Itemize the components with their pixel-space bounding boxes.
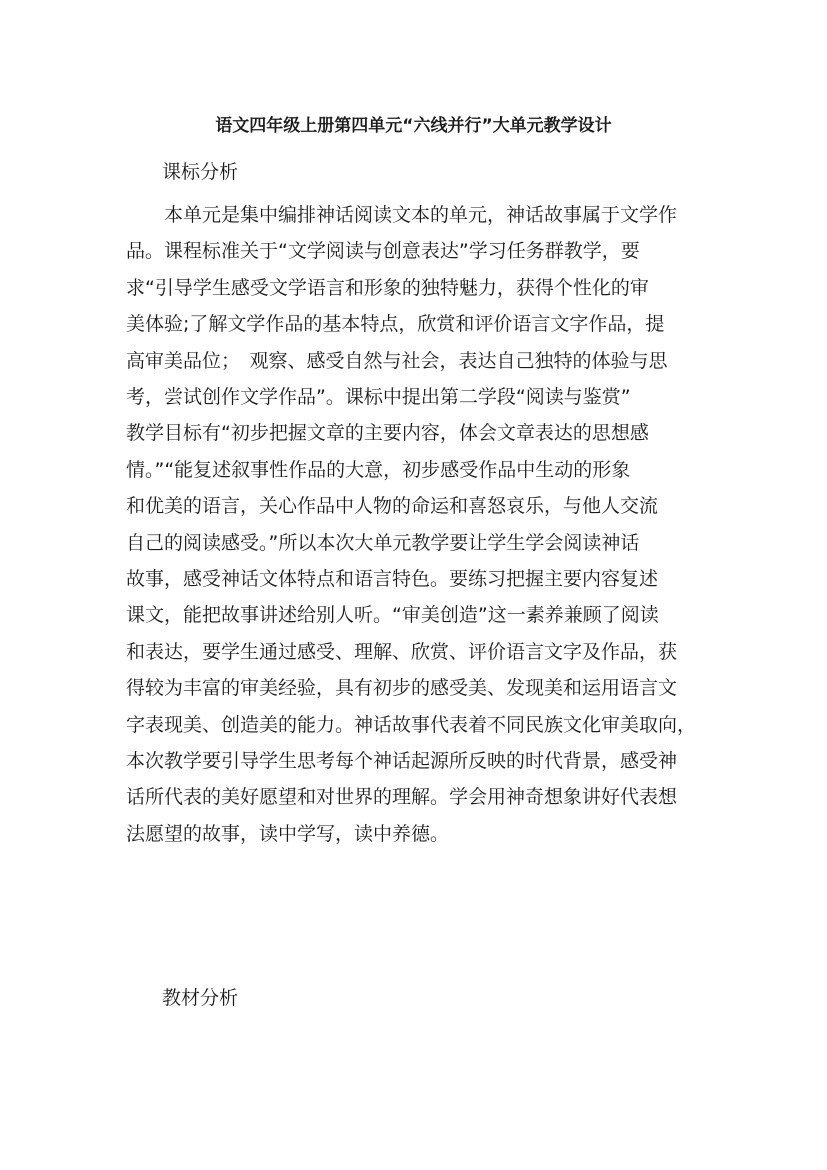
- paragraph-line: 求“引导学生感受文学语言和形象的独特魅力，获得个性化的审: [126, 276, 649, 299]
- paragraph-line: 话所代表的美好愿望和对世界的理解。学会用神奇想象讲好代表想: [126, 786, 678, 809]
- paragraph-line: 品。课程标准关于“文学阅读与创意表达”学习任务群教学，要: [126, 240, 640, 263]
- paragraph-line: 本次教学要引导学生思考每个神话起源所反映的时代背景，感受神: [126, 750, 678, 772]
- paragraph-line: 和表达，要学生通过感受、理解、欣赏、评价语言文字及作品，获: [126, 640, 678, 663]
- section-heading-curriculum: 课标分析: [162, 161, 239, 183]
- paragraph-line: 情。”“能复述叙事性作品的大意，初步感受作品中生动的形象: [126, 458, 631, 481]
- paragraph-line: 课文，能把故事讲述给别人听。“审美创造”这一素养兼顾了阅读: [126, 604, 659, 627]
- paragraph-line: 得较为丰富的审美经验，具有初步的感受美、发现美和运用语言文: [126, 677, 678, 700]
- paragraph-line: 字表现美、创造美的能力。神话故事代表着不同民族文化审美取向，: [126, 713, 697, 736]
- paragraph-line: 考，尝试创作文学作品”。课标中提出第二学段“阅读与鉴赏”: [126, 386, 631, 408]
- paragraph-line: 自己的阅读感受。”所以本次大单元教学要让学生学会阅读神话: [126, 531, 640, 554]
- section-heading-textbook: 教材分析: [162, 987, 239, 1009]
- document-title: 语文四年级上册第四单元“六线并行”大单元教学设计: [215, 116, 612, 136]
- paragraph-line: 高审美品位； 观察、感受自然与社会，表达自己独特的体验与思: [126, 349, 668, 372]
- paragraph-line: 教学目标有“初步把握文章的主要内容，体会文章表达的思想感: [126, 422, 649, 445]
- paragraph-line: 本单元是集中编排神话阅读文本的单元，神话故事属于文学作: [126, 204, 678, 226]
- paragraph-line: 法愿望的故事，读中学写，读中养德。: [126, 822, 450, 845]
- paragraph-line: 和优美的语言，关心作品中人物的命运和喜怒哀乐，与他人交流: [126, 495, 659, 518]
- paragraph-line: 故事，感受神话文体特点和语言特色。要练习把握主要内容复述: [126, 568, 659, 590]
- paragraph-line: 美体验;了解文学作品的基本特点，欣赏和评价语言文字作品，提: [126, 313, 665, 336]
